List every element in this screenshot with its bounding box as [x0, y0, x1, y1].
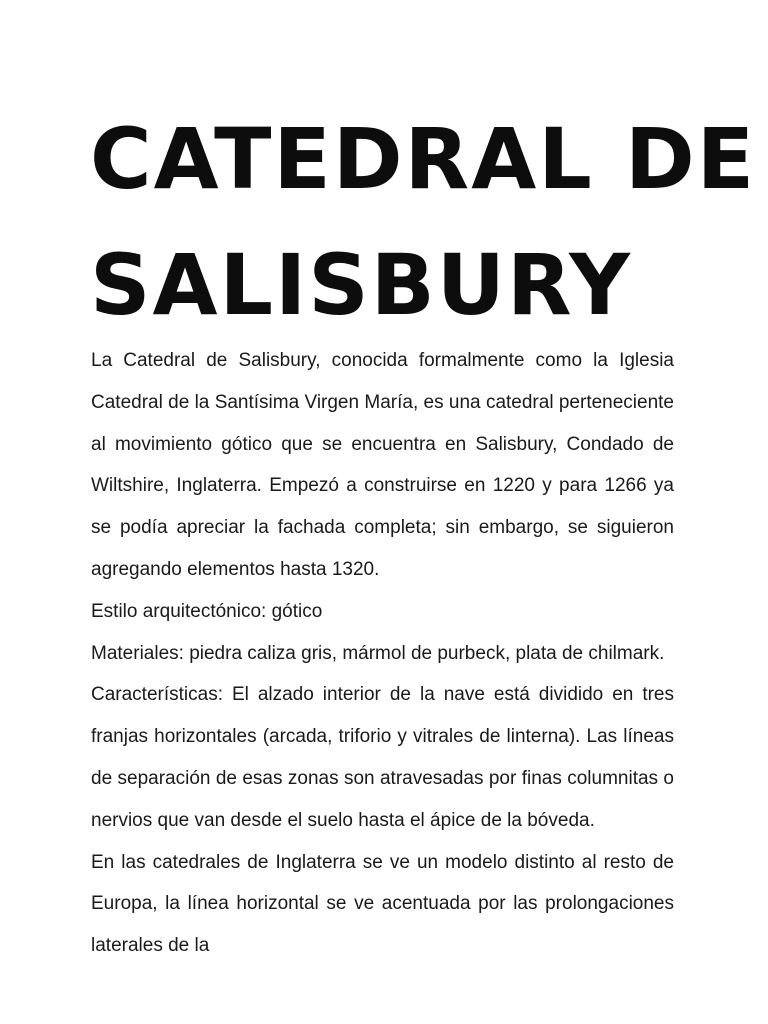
- paragraph-materials: Materiales: piedra caliza gris, mármol de purbeck, plata de chilmark.: [91, 642, 665, 664]
- paragraph-england: En las catedrales de Inglaterra se ve un modelo distinto al resto de Europa, la línea horizontal se ve acentuada por las prolongaciones laterales de la: [91, 851, 674, 957]
- paragraph-intro: La Catedral de Salisbury, conocida formalmente como la Iglesia Catedral de la Santísima Virgen María, es una catedral perteneciente al movimiento gótico que se encuentra en Salisbury, Condado de Wiltshire, Inglaterra. Empezó a construirse en 1220 y para 1266 ya se podía apreciar la fachada completa; sin embargo, se siguieron agregando elementos hasta 1320.: [91, 350, 674, 580]
- document-body: [91, 340, 674, 967]
- title-line-2: SALISBURY: [90, 236, 632, 334]
- paragraph-style: Estilo arquitectónico: gótico: [91, 600, 323, 622]
- paragraph-features: Características: El alzado interior de la nave está dividido en tres franjas horizontales (arcada, triforio y vitrales de linterna). Las líneas de separación de esas zonas son atravesadas por finas columnitas o nervios que van desde el suelo hasta el ápice de la bóveda.: [91, 684, 674, 831]
- document-title: [90, 96, 757, 348]
- title-line-1: CATEDRAL DE: [90, 110, 757, 208]
